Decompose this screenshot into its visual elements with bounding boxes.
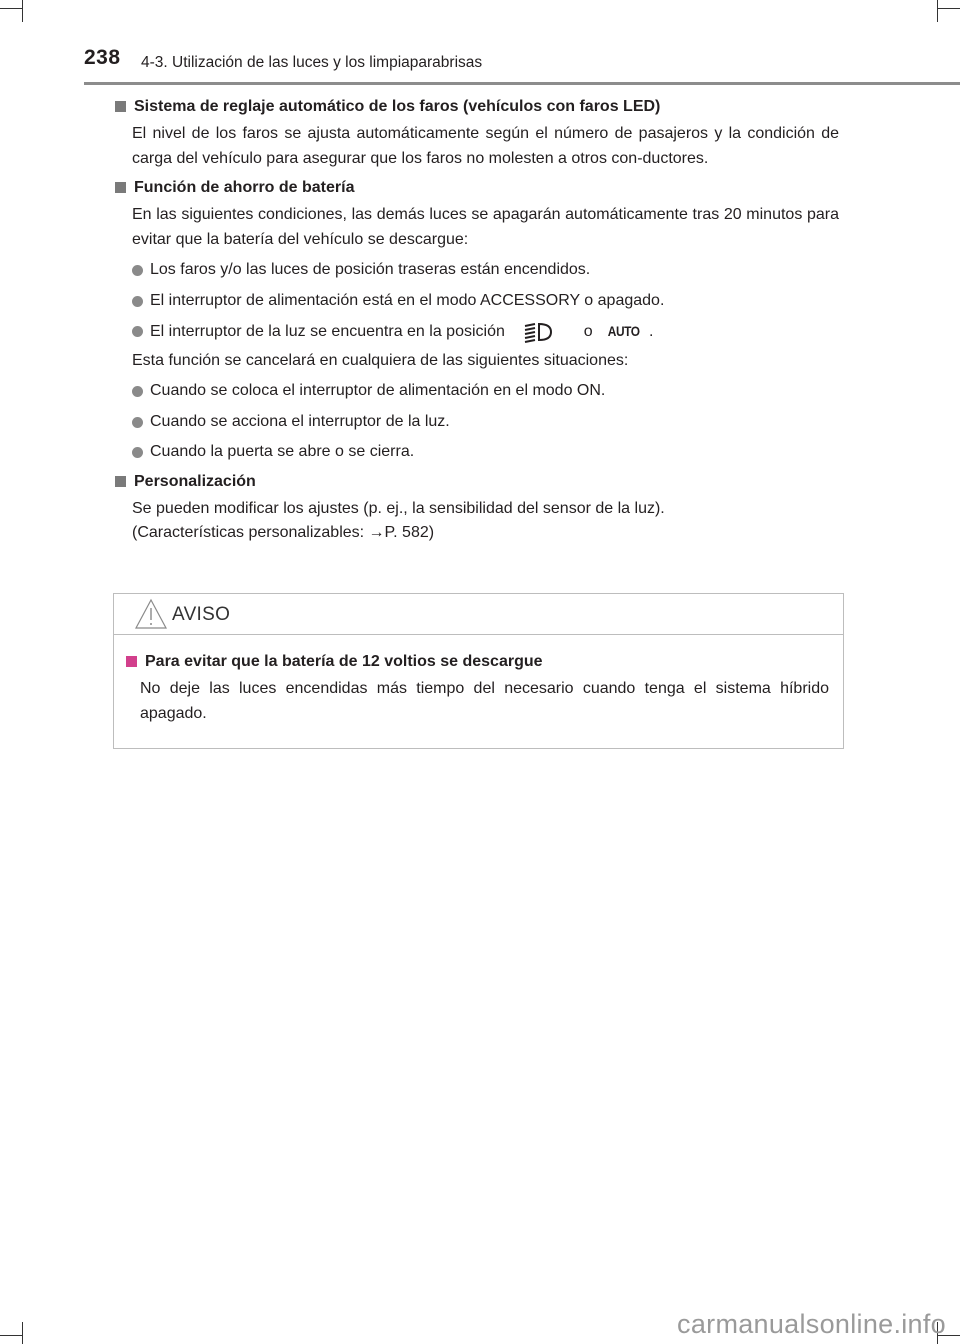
list-item bbox=[132, 258, 839, 283]
list-item bbox=[132, 440, 839, 465]
section-title: 4-3. Utilización de las luces y los limpiaparabrisas bbox=[141, 54, 483, 71]
round-bullet-icon bbox=[132, 326, 143, 337]
crop-mark bbox=[938, 8, 960, 9]
list-item-text: El interruptor de alimentación está en el modo ACCESSORY o apagado. bbox=[150, 291, 665, 309]
round-bullet-icon bbox=[132, 417, 143, 428]
round-bullet-icon bbox=[132, 265, 143, 276]
warning-title: AVISO bbox=[172, 604, 231, 625]
paragraph: El nivel de los faros se ajusta automáticamente según el número de pasajeros y la condición de carga del vehículo para asegurar que los faros no molesten a otros con-ductores. bbox=[132, 125, 839, 167]
paragraph-line: Se pueden modificar los ajustes (p. ej., la sensibilidad del sensor de la luz). bbox=[132, 499, 665, 517]
list-item-text: Cuando se coloca el interruptor de alimentación en el modo ON. bbox=[150, 382, 606, 399]
heading-text: Personalización bbox=[134, 472, 256, 490]
list-item-text: Cuando se acciona el interruptor de la luz. bbox=[150, 412, 450, 430]
auto-icon: AUTO bbox=[607, 323, 640, 339]
square-bullet-icon bbox=[115, 476, 126, 487]
paragraph-line: (Características personalizables: →P. 582) bbox=[132, 524, 435, 541]
list-item bbox=[132, 319, 839, 345]
heading-text: Sistema de reglaje automático de los faros (vehículos con faros LED) bbox=[134, 98, 661, 115]
warning-heading bbox=[126, 651, 829, 673]
round-bullet-icon bbox=[132, 296, 143, 307]
warning-header bbox=[114, 594, 843, 635]
warning-box bbox=[113, 593, 844, 749]
page-number: 238 bbox=[84, 46, 121, 69]
warning-text: No deje las luces encendidas más tiempo del necesario cuando tenga el sistema híbrido apagado. bbox=[140, 680, 829, 722]
crop-mark bbox=[0, 8, 22, 9]
list-item-middle: o bbox=[583, 323, 593, 340]
warning-body bbox=[114, 635, 843, 726]
crop-mark bbox=[937, 0, 938, 22]
paragraph: Esta función se cancelará en cualquiera de las siguientes situaciones: bbox=[132, 351, 629, 369]
header-rule bbox=[84, 82, 960, 85]
section-heading bbox=[113, 471, 839, 493]
section-heading bbox=[113, 96, 839, 118]
paragraph bbox=[132, 497, 839, 546]
list-item-text: Cuando la puerta se abre o se cierra. bbox=[150, 443, 415, 460]
list-item bbox=[132, 379, 839, 404]
main-content bbox=[113, 96, 839, 546]
list-item bbox=[132, 289, 839, 314]
round-bullet-icon bbox=[132, 447, 143, 458]
list-item-suffix: . bbox=[649, 323, 654, 340]
round-bullet-icon bbox=[132, 386, 143, 397]
heading-text: Función de ahorro de batería bbox=[134, 179, 355, 196]
square-bullet-icon bbox=[115, 101, 126, 112]
square-bullet-icon bbox=[115, 182, 126, 193]
warning-heading-text: Para evitar que la batería de 12 voltios se descargue bbox=[145, 653, 543, 670]
list-item-prefix: El interruptor de la luz se encuentra en la posición bbox=[150, 323, 505, 340]
paragraph: En las siguientes condiciones, las demás luces se apagarán automáticamente tras 20 minutos para evitar que la batería del vehículo se descargue: bbox=[132, 206, 839, 248]
watermark: carmanualsonline.info bbox=[677, 1309, 946, 1339]
square-bullet-icon bbox=[126, 656, 137, 667]
crop-mark bbox=[22, 1322, 23, 1344]
list-item-text: Los faros y/o las luces de posición traseras están encendidos. bbox=[150, 261, 591, 278]
warning-triangle-icon bbox=[134, 598, 168, 630]
list-item bbox=[132, 410, 839, 435]
headlight-icon bbox=[521, 321, 569, 343]
crop-mark bbox=[0, 1335, 22, 1336]
list-item-text bbox=[150, 319, 653, 345]
crop-mark bbox=[22, 0, 23, 22]
section-heading bbox=[113, 177, 839, 199]
